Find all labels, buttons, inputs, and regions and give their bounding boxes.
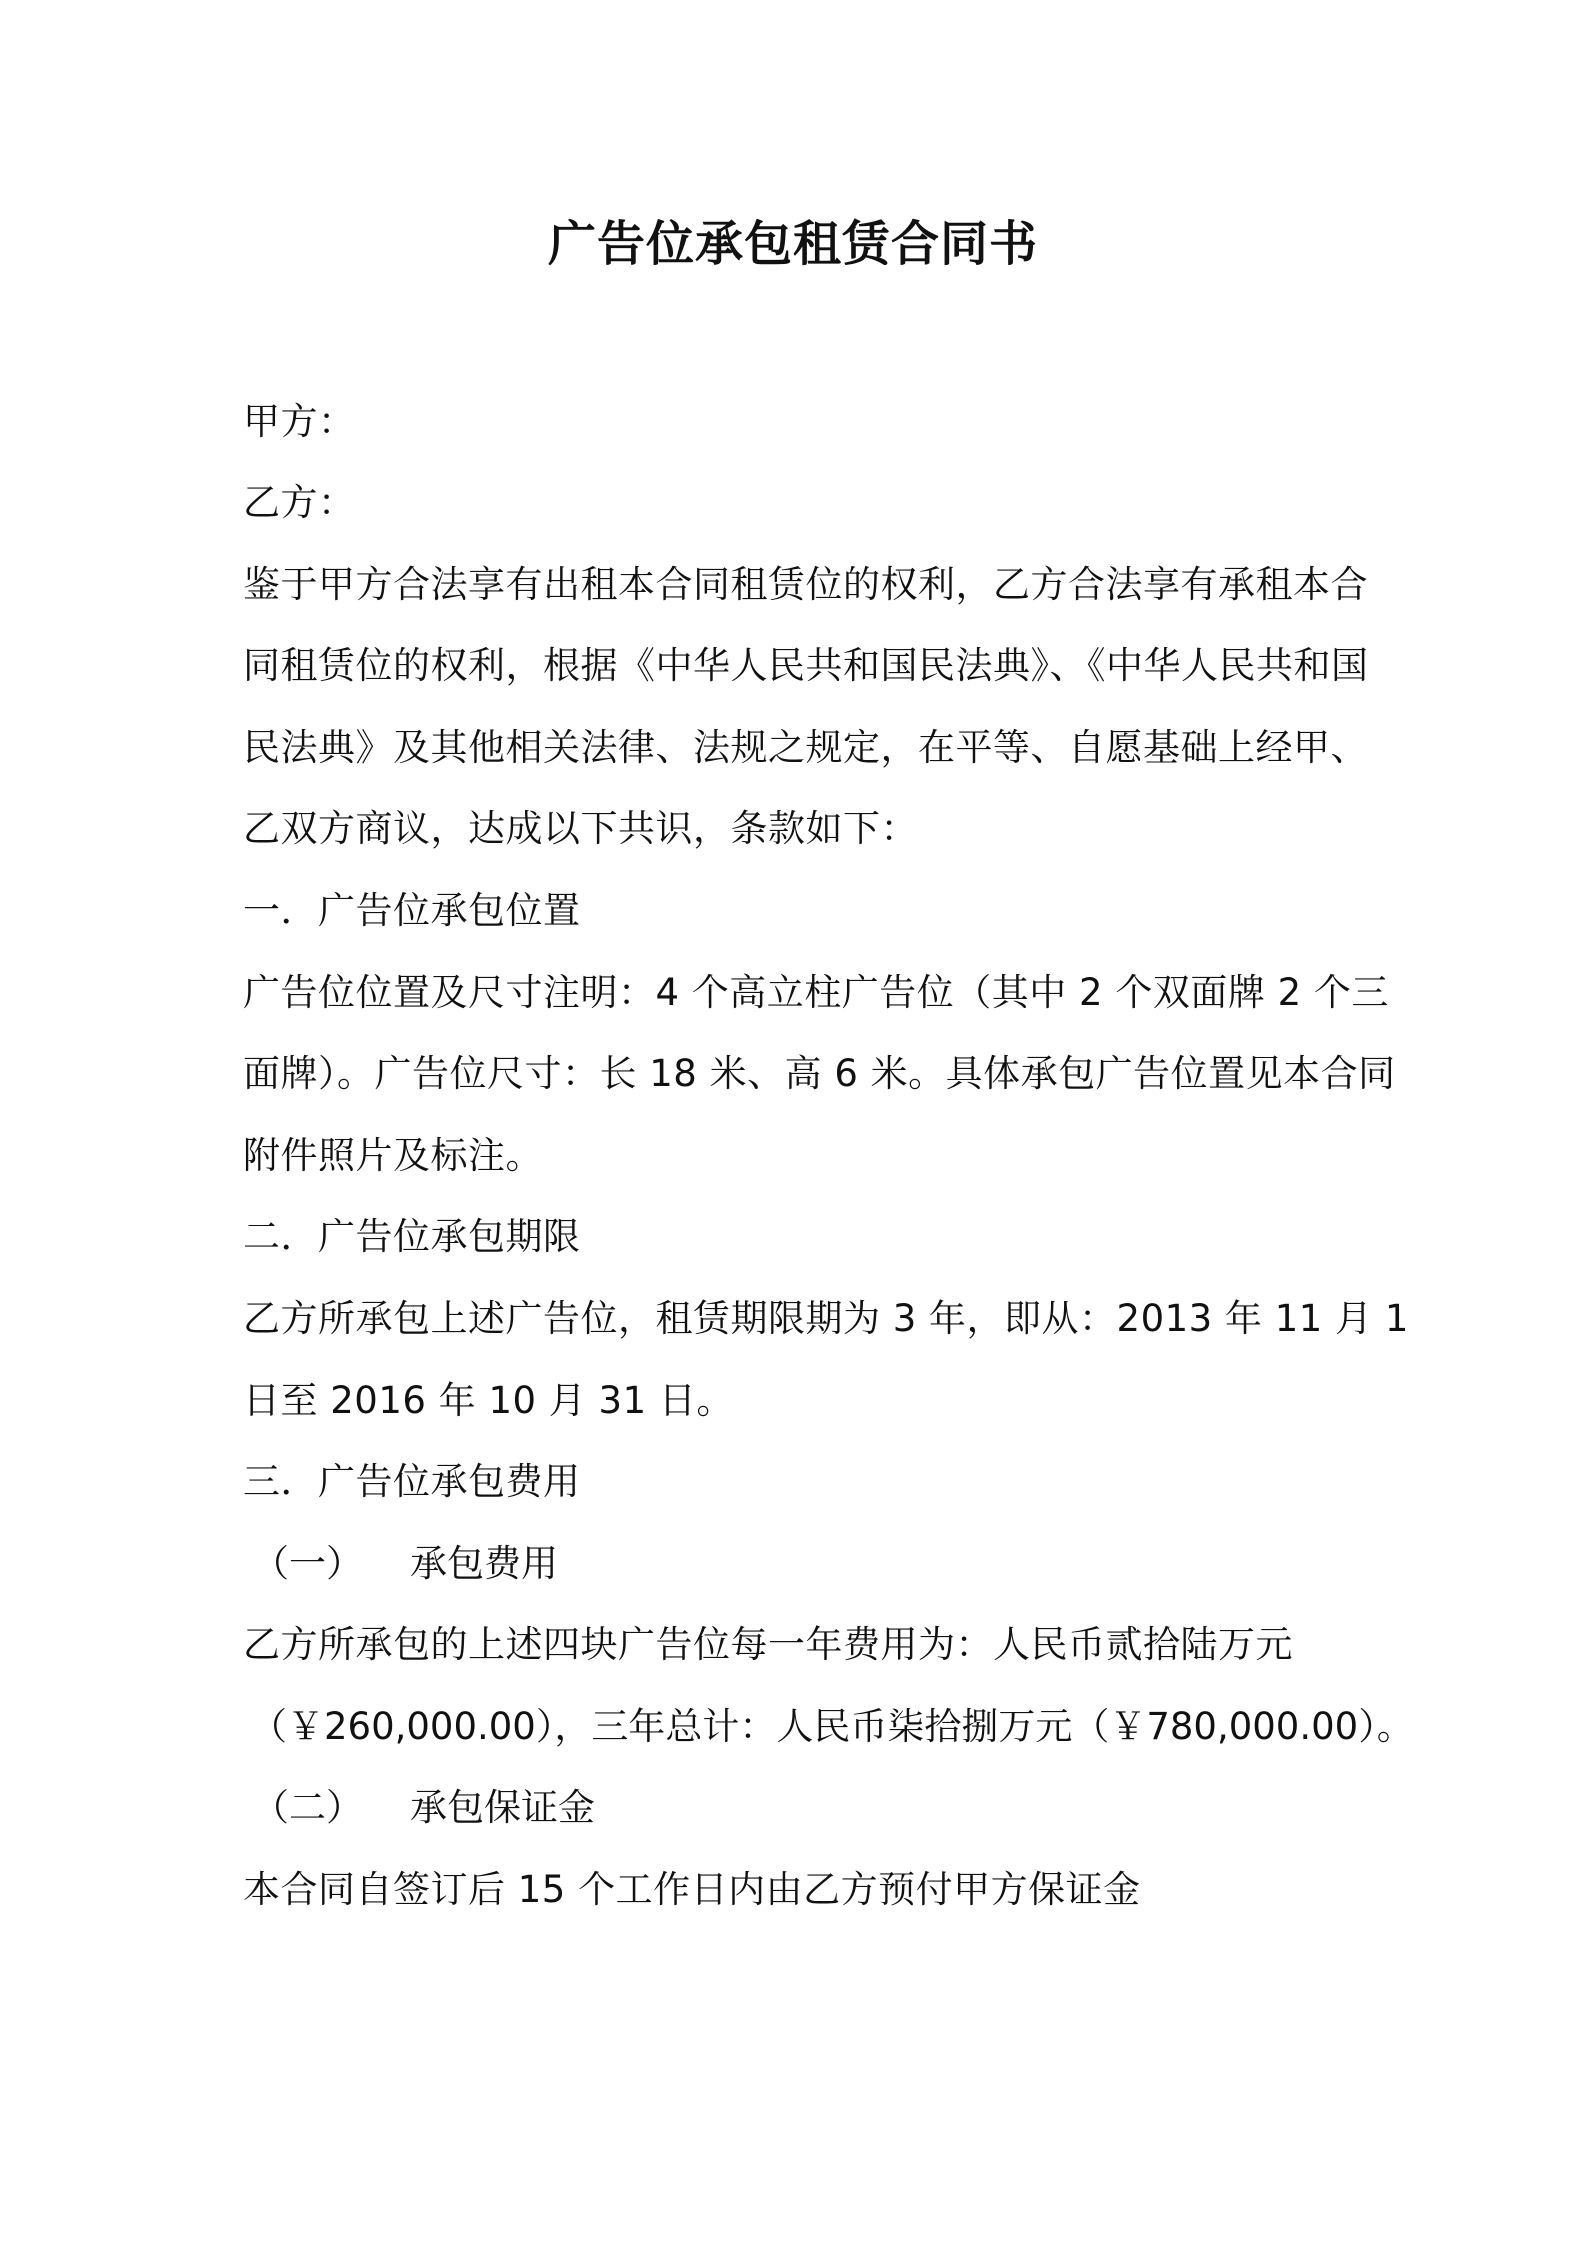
party-b-label: 乙方： [243, 481, 356, 524]
fee-text: （￥260,000.00），三年总计：人民币柒拾捌万元（￥780,000.00）。 [250, 1705, 1414, 1748]
party-a-label: 甲方： [243, 400, 356, 443]
preamble-line: 鉴于甲方合法享有出租本合同租赁位的权利，乙方合法享有承租本合 [243, 563, 1368, 606]
section-2-text: 日至 2016 年 10 月 31 日。 [243, 1379, 734, 1422]
fee-text: 乙方所承包的上述四块广告位每一年费用为：人民币贰拾陆万元 [243, 1623, 1293, 1666]
section-1-heading: 一．广告位承包位置 [243, 889, 581, 932]
section-3-heading: 三．广告位承包费用 [243, 1460, 581, 1503]
subsection-2-number: （二） [252, 1786, 363, 1829]
preamble-line: 乙双方商议，达成以下共识，条款如下： [243, 807, 918, 850]
deposit-text: 本合同自签订后 15 个工作日内由乙方预付甲方保证金 [243, 1868, 1141, 1911]
section-2-heading: 二．广告位承包期限 [243, 1215, 581, 1258]
preamble-line: 同租赁位的权利，根据《中华人民共和国民法典》、《中华人民共和国 [243, 644, 1369, 687]
section-1-text: 附件照片及标注。 [243, 1134, 543, 1177]
section-1-text: 广告位位置及尺寸注明：4 个高立柱广告位（其中 2 个双面牌 2 个三 [243, 971, 1389, 1014]
preamble-line: 民法典》及其他相关法律、法规之规定，在平等、自愿基础上经甲、 [243, 726, 1368, 769]
subsection-1-number: （一） [252, 1542, 363, 1585]
subsection-2-label: 承包保证金 [410, 1786, 595, 1829]
section-2-text: 乙方所承包上述广告位，租赁期限期为 3 年，即从：2013 年 11 月 1 [243, 1297, 1409, 1340]
document-title: 广告位承包租赁合同书 [547, 216, 1038, 272]
section-1-text: 面牌）。广告位尺寸：长 18 米、高 6 米。具体承包广告位置见本合同 [243, 1052, 1396, 1095]
subsection-1-label: 承包费用 [410, 1542, 558, 1585]
